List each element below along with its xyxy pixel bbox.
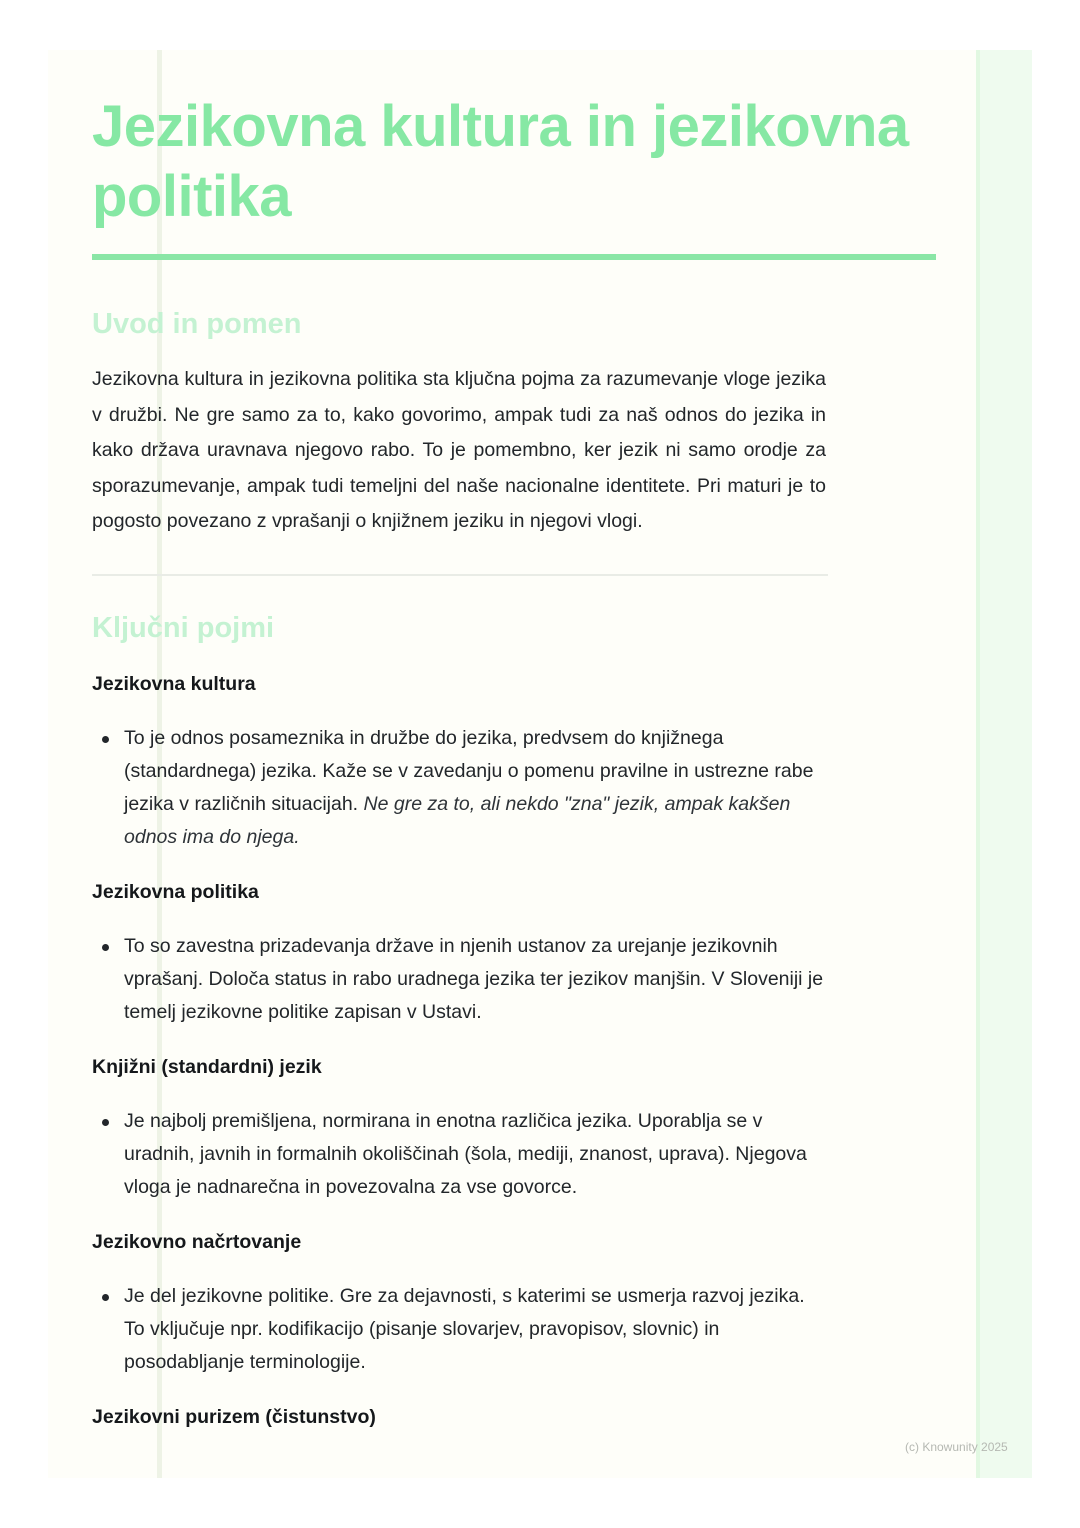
intro-paragraph: Jezikovna kultura in jezikovna politika sta ključna pojma za razumevanje vloge jezika v družbi. Ne gre samo za to, kako govorimo, ampak tudi za naš odnos do jezika in kako država uravnava njegovo rabo. To je pomembno, ker jezik ni samo orodje za sporazumevanje, ampak tudi temeljni del naše nacionalne identitete. Pri maturi je to pogosto povezano z vprašanji o knjižnem jeziku in njegovi vlogi. [92,368,826,532]
term-heading-language-purism: Jezikovni purizem (čistunstvo) [92,1405,376,1428]
term-definition-list [92,1105,826,1204]
list-item [92,1105,826,1204]
section-heading-intro: Uvod in pomen [92,308,302,340]
page-title: Jezikovna kultura in jezikovna politika [92,94,909,229]
term-definition-list [92,930,826,1029]
definition-text: To je odnos posameznika in družbe do jezika, predvsem do knjižnega (standardnega) jezika. Kaže se v zavedanju o pomenu pravilne in ustrezne rabe jezika v različnih situacijah. [124,726,814,815]
bullet-dot [102,944,109,951]
term-heading-standard-language: Knjižni (standardni) jezik [92,1055,322,1078]
term-heading-language-culture: Jezikovna kultura [92,672,256,695]
right-margin-stripe [976,50,1032,1478]
list-item [92,930,826,1029]
definition-text: Je najbolj premišljena, normirana in enotna različica jezika. Uporablja se v uradnih, javnih in formalnih okoliščinah (šola, mediji, znanost, uprava). Njegova vloga je nadnarečna in povezovalna za vse govorce. [124,1109,807,1198]
definition-text: To so zavestna prizadevanja države in njenih ustanov za urejanje jezikovnih vprašanj. Določa status in rabo uradnega jezika ter jezikov manjšin. V Sloveniji je temelj jezikovne politike zapisan v Ustavi. [124,934,824,1023]
footer-copyright: (c) Knowunity 2025 [905,1440,1008,1454]
term-heading-language-policy: Jezikovna politika [92,880,259,903]
section-divider [92,574,828,576]
bullet-dot [102,1119,109,1126]
section-heading-key-terms: Ključni pojmi [92,611,275,644]
document-content [92,92,936,1431]
title-underline [92,254,936,260]
term-definition-list [92,1280,826,1379]
term-heading-language-planning: Jezikovno načrtovanje [92,1230,302,1253]
list-item [92,1280,826,1379]
bullet-dot [102,1294,109,1301]
definition-italic-note: Ne gre za to, ali nekdo "zna" jezik, ampak kakšen odnos ima do njega. [124,792,791,848]
list-item [92,722,826,854]
bullet-dot [102,736,109,743]
term-definition-list [92,722,826,854]
definition-text: Je del jezikovne politike. Gre za dejavnosti, s katerimi se usmerja razvoj jezika. To vključuje npr. kodifikacijo (pisanje slovarjev, pravopisov, slovnic) in posodabljanje terminologije. [124,1284,805,1373]
